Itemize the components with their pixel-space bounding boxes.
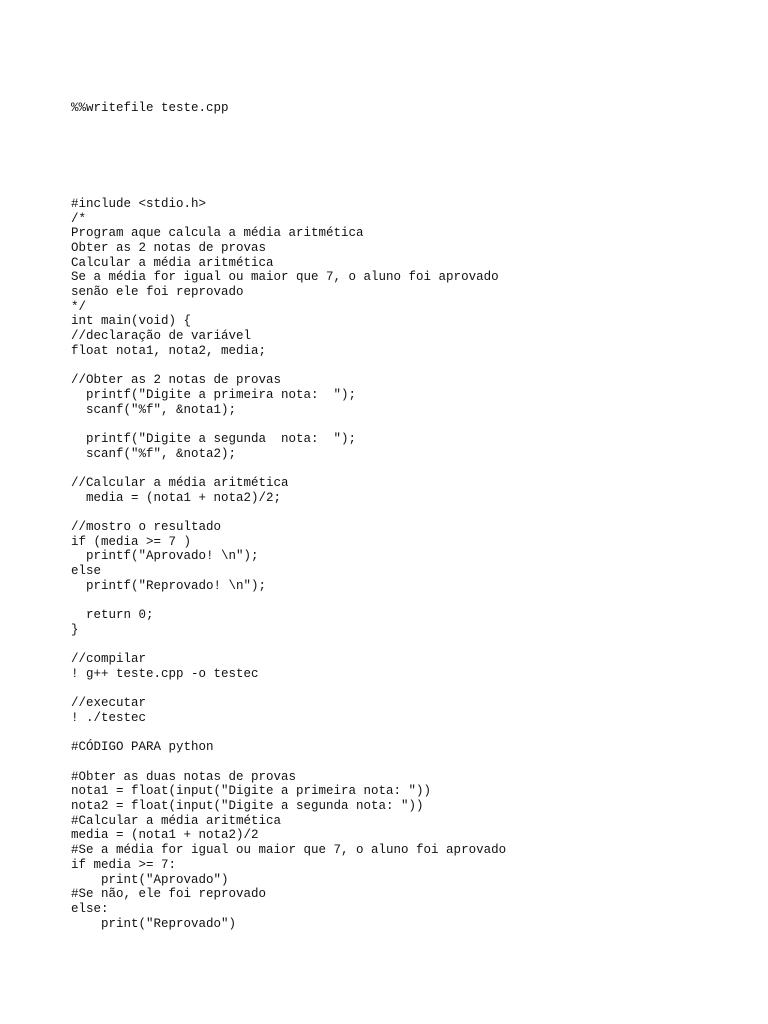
code-line: //Obter as 2 notas de provas [71, 373, 282, 388]
code-line: #CÓDIGO PARA python [71, 740, 214, 755]
code-line [71, 505, 506, 520]
code-line: /* [71, 211, 87, 226]
code-line [71, 593, 506, 608]
code-line: #Obter as duas notas de provas [71, 769, 297, 784]
code-lines [71, 197, 506, 931]
code-line: //mostro o resultado [71, 520, 222, 535]
code-line: nota2 = float(input("Digite a segunda nota: ")) [71, 799, 424, 814]
code-line [71, 755, 506, 770]
code-line: float nota1, nota2, media; [71, 343, 267, 358]
blank-gap [71, 146, 506, 168]
code-line: int main(void) { [71, 314, 192, 329]
code-line [71, 638, 506, 653]
code-line: #Se a média for igual ou maior que 7, o aluno foi aprovado [71, 843, 507, 858]
code-line: #Calcular a média aritmética [71, 813, 282, 828]
writefile-line: %%writefile teste.cpp [71, 101, 229, 116]
code-line [71, 417, 506, 432]
code-line: Obter as 2 notas de provas [71, 240, 267, 255]
code-line: Program aque calcula a média aritmética [71, 226, 364, 241]
code-line [71, 461, 506, 476]
code-line: Calcular a média aritmética [71, 255, 274, 270]
code-line: else [71, 564, 102, 579]
code-block [71, 72, 506, 961]
code-line: ! ./testec [71, 710, 147, 725]
code-line: senão ele foi reprovado [71, 285, 244, 300]
code-line: //executar [71, 696, 147, 711]
code-line: print("Reprovado") [71, 916, 237, 931]
code-line [71, 358, 506, 373]
code-line: ! g++ teste.cpp -o testec [71, 666, 259, 681]
code-line: printf("Digite a segunda nota: "); [71, 431, 357, 446]
code-line [71, 726, 506, 741]
code-line: print("Aprovado") [71, 872, 229, 887]
code-line: media = (nota1 + nota2)/2 [71, 828, 259, 843]
code-line: printf("Aprovado! \n"); [71, 549, 259, 564]
code-line: #Se não, ele foi reprovado [71, 887, 267, 902]
code-line: printf("Digite a primeira nota: "); [71, 387, 357, 402]
code-line: else: [71, 901, 109, 916]
code-line: printf("Reprovado! \n"); [71, 578, 267, 593]
code-line: media = (nota1 + nota2)/2; [71, 490, 282, 505]
code-line: */ [71, 299, 87, 314]
code-line: return 0; [71, 608, 154, 623]
code-line: } [71, 622, 79, 637]
code-line: scanf("%f", &nota2); [71, 446, 237, 461]
code-line: //declaração de variável [71, 329, 252, 344]
code-line: nota1 = float(input("Digite a primeira nota: ")) [71, 784, 432, 799]
code-line: //compilar [71, 652, 147, 667]
code-line: if (media >= 7 ) [71, 534, 192, 549]
code-line [71, 682, 506, 697]
code-line: //Calcular a média aritmética [71, 475, 289, 490]
code-line: Se a média for igual ou maior que 7, o aluno foi aprovado [71, 270, 499, 285]
code-line: if media >= 7: [71, 857, 177, 872]
code-line: scanf("%f", &nota1); [71, 402, 237, 417]
code-line: #include <stdio.h> [71, 196, 207, 211]
